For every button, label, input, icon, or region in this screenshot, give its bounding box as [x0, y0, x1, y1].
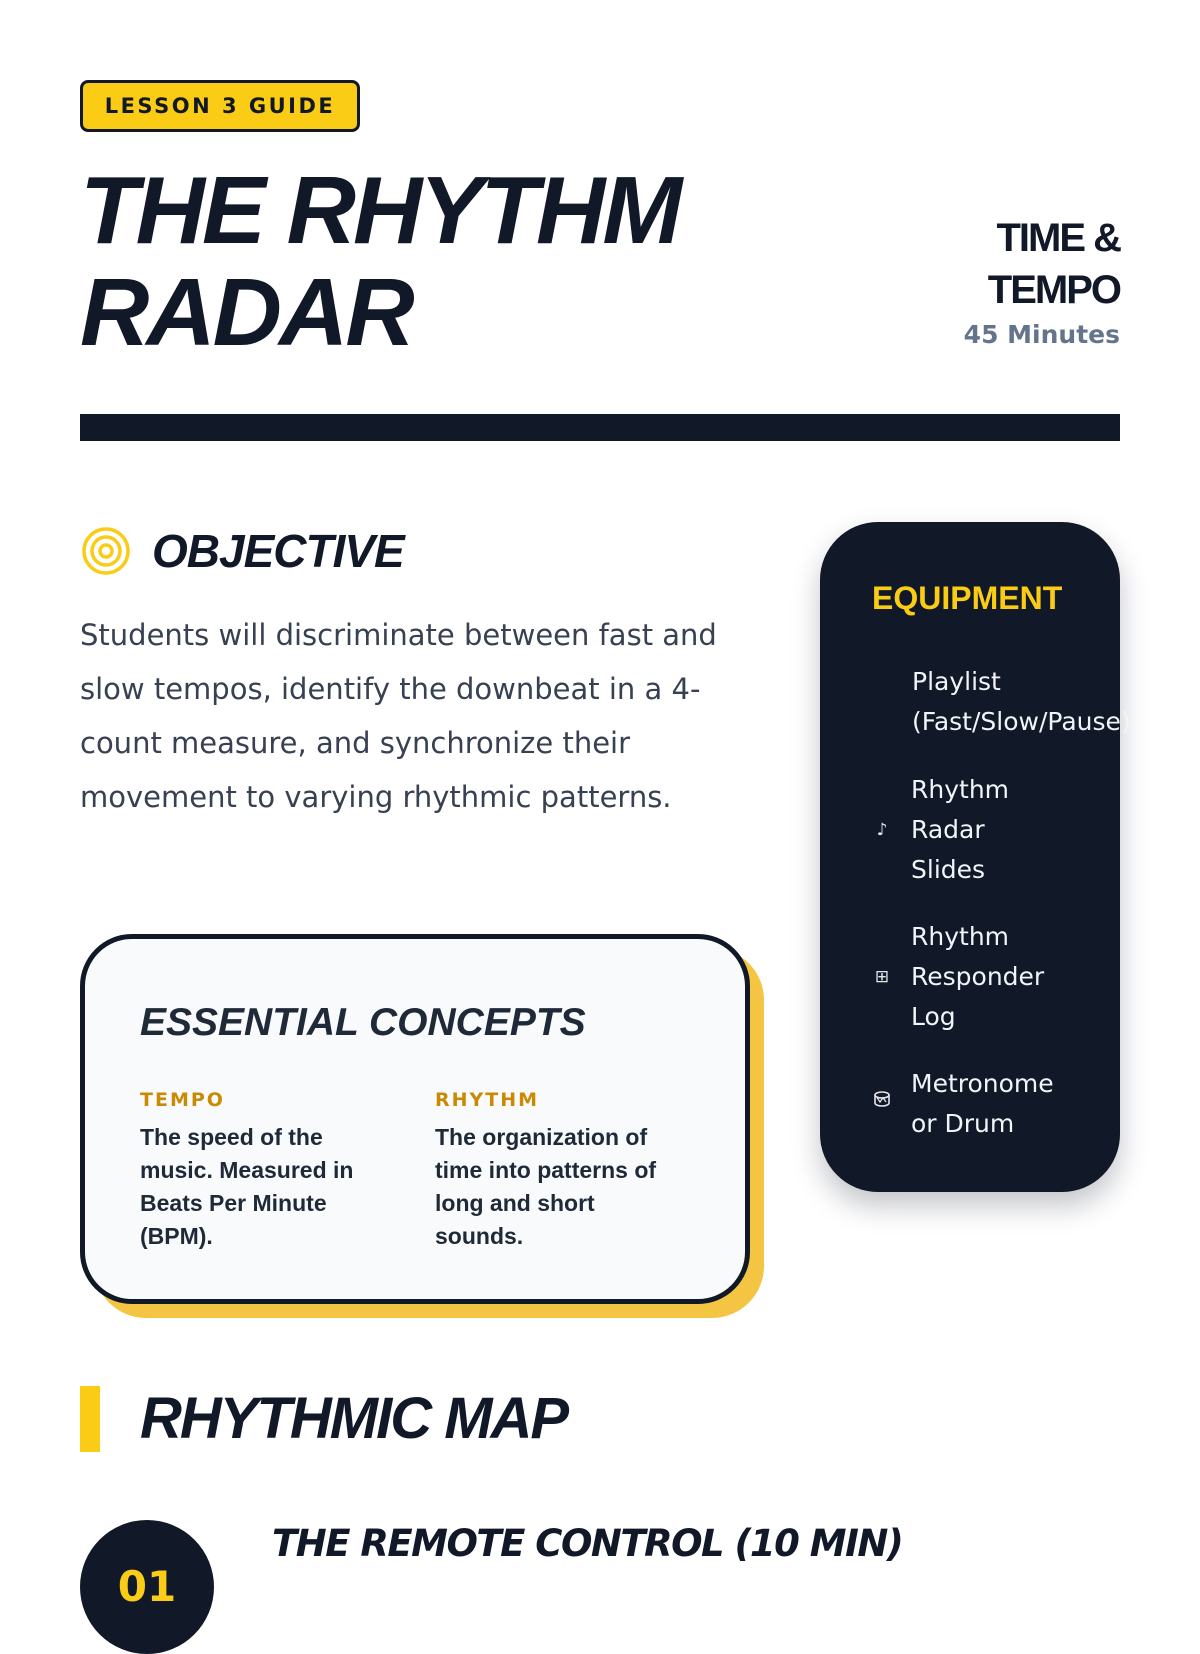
drum-icon — [872, 1084, 892, 1124]
concept-rhythm — [435, 1089, 675, 1253]
grid-table-icon: ⊞ — [874, 967, 890, 987]
equipment-item-playlist — [872, 662, 1152, 742]
lesson-title — [80, 157, 680, 366]
lesson-title-line-1: THE RHYTHM — [80, 157, 680, 264]
concept-term: TEMPO — [140, 1089, 225, 1111]
step-title: THE REMOTE CONTROL (10 MIN) — [272, 1522, 903, 1565]
header-divider — [80, 414, 1120, 441]
equipment-item-metronome — [872, 1064, 1071, 1144]
equipment-label: Rhythm Radar Slides — [911, 775, 1010, 884]
lesson-guide-page — [80, 0, 1131, 1611]
equipment-label: Playlist (Fast/Slow/Pause) — [912, 667, 1131, 736]
lesson-duration: 45 Minutes — [963, 320, 1120, 349]
step-number-badge: 01 — [80, 1520, 214, 1654]
rhythmic-map-title: RHYTHMIC MAP — [140, 1386, 568, 1451]
equipment-item-log — [872, 917, 1061, 1037]
target-icon — [80, 525, 132, 577]
equipment-title: EQUIPMENT — [872, 580, 1063, 616]
lesson-topic: TIME & TEMPO — [987, 216, 1120, 312]
equipment-panel — [820, 522, 1131, 1192]
concept-definition: The organization of time into patterns of long and short sounds. — [435, 1124, 657, 1249]
equipment-label: Rhythm Responder Log — [911, 922, 1045, 1031]
music-note-icon: ♪ — [876, 820, 888, 840]
concept-definition: The speed of the music. Measured in Beats Per Minute (BPM). — [140, 1124, 354, 1249]
lesson-meta — [964, 212, 1120, 349]
concepts-title: ESSENTIAL CONCEPTS — [140, 1001, 586, 1044]
equipment-item-slides — [872, 770, 1011, 890]
concept-tempo — [140, 1089, 380, 1253]
section-accent-bar — [80, 1386, 100, 1452]
concept-term: RHYTHM — [435, 1089, 540, 1111]
drum-icon-shape — [872, 1089, 892, 1109]
lesson-badge: LESSON 3 GUIDE — [80, 80, 360, 132]
objective-text: Students will discriminate between fast and slow tempos, identify the downbeat in a 4-count measure, and synchronize their movement to varying rhythmic patterns. — [80, 618, 717, 814]
equipment-label: Metronome or Drum — [911, 1069, 1054, 1138]
lesson-title-line-2: RADAR — [80, 259, 412, 366]
objective-heading — [80, 524, 404, 578]
essential-concepts-card — [80, 934, 750, 1304]
objective-title: OBJECTIVE — [152, 525, 404, 577]
